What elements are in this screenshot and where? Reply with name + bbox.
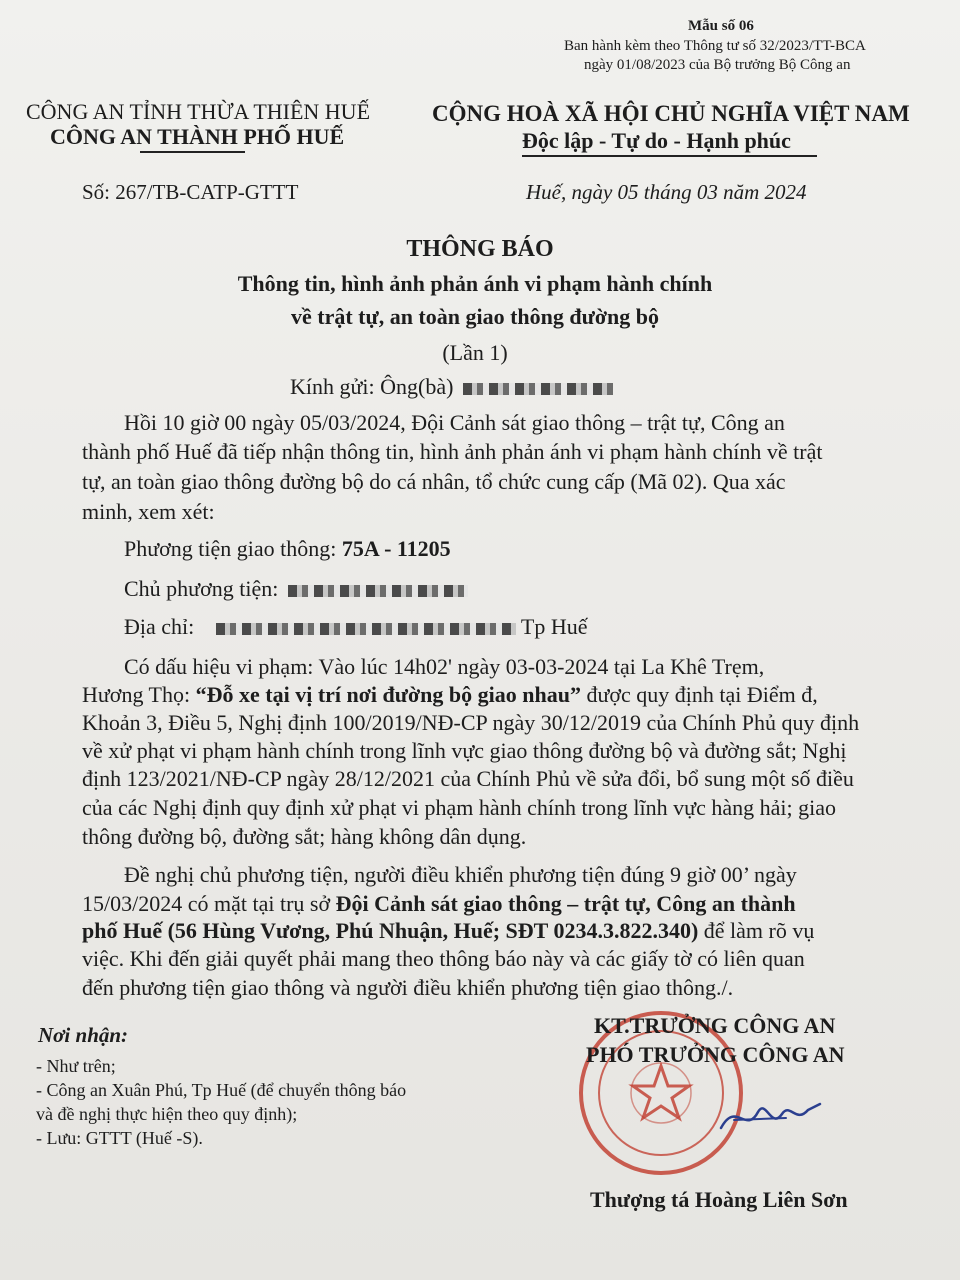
document-title: THÔNG BÁO xyxy=(406,236,554,262)
p3-office-address: phố Huế (56 Hùng Vương, Phú Nhuận, Huế; SĐT 0234.3.822.340) xyxy=(82,918,699,943)
recipient-item-4: - Lưu: GTTT (Huế -S). xyxy=(36,1128,203,1148)
p3-line-2 xyxy=(82,891,796,917)
p3-purpose: để làm rõ vụ xyxy=(698,918,815,943)
document-number: Số: 267/TB-CATP-GTTT xyxy=(82,180,299,204)
form-number: Mẫu số 06 xyxy=(688,18,754,34)
recipient-line xyxy=(290,374,613,400)
document-subtitle-2: về trật tự, an toàn giao thông đường bộ xyxy=(290,304,659,329)
p1-line-2: thành phố Huế đã tiếp nhận thông tin, hình ảnh phản ánh vi phạm hành chính về trật xyxy=(82,439,823,464)
redacted-address xyxy=(216,623,516,635)
redacted-owner-name xyxy=(288,585,468,597)
place-date: Huế, ngày 05 tháng 03 năm 2024 xyxy=(526,180,807,204)
recipient-item-3: và đề nghị thực hiện theo quy định); xyxy=(36,1104,298,1124)
document-subtitle-1: Thông tin, hình ảnh phản ánh vi phạm hành chính xyxy=(237,271,713,296)
p2-line-1: Có dấu hiệu vi phạm: Vào lúc 14h02' ngày 03-03-2024 tại La Khê Trẹm, xyxy=(124,654,765,679)
p3-line-5: đến phương tiện giao thông và người điều khiển phương tiện giao thông./. xyxy=(82,975,734,1000)
handwritten-signature xyxy=(716,1090,826,1140)
address-line xyxy=(124,614,587,640)
address-suffix: Tp Huế xyxy=(520,614,588,639)
recipients-heading: Nơi nhận: xyxy=(38,1023,129,1047)
recipient-item-2: - Công an Xuân Phú, Tp Huế (để chuyển thông báo xyxy=(36,1080,407,1100)
p2-line-7: thông đường bộ, đường sắt; hàng không dân dụng. xyxy=(82,824,527,849)
violation-name: “Đỗ xe tại vị trí nơi đường bộ giao nhau” xyxy=(195,682,581,707)
p1-line-4: minh, xem xét: xyxy=(82,499,215,524)
nation-motto: Độc lập - Tự do - Hạnh phúc xyxy=(522,128,791,153)
p2-regulation-start: được quy định tại Điểm đ, xyxy=(580,682,818,707)
form-reference-date: ngày 01/08/2023 của Bộ trưởng Bộ Công an xyxy=(584,57,851,73)
address-label: Địa chỉ: xyxy=(124,614,195,639)
vehicle-label: Phương tiện giao thông: xyxy=(124,536,342,561)
p2-line-6: của các Nghị định quy định xử phạt vi phạm hành chính trong lĩnh vực hàng hải; giao xyxy=(82,795,836,820)
notice-round: (Lần 1) xyxy=(442,340,508,365)
p2-line-2 xyxy=(82,682,818,708)
signer-name: Thượng tá Hoàng Liên Sơn xyxy=(590,1187,848,1212)
p3-line-3 xyxy=(82,918,814,944)
agency-parent: CÔNG AN TỈNH THỪA THIÊN HUẾ xyxy=(26,99,371,124)
recipient-prefix: Kính gửi: Ông(bà) xyxy=(290,374,454,399)
nation-title: CỘNG HOÀ XÃ HỘI CHỦ NGHĨA VIỆT NAM xyxy=(432,101,910,126)
p1-line-3: tự, an toàn giao thông đường bộ do cá nhân, tổ chức cung cấp (Mã 02). Qua xác xyxy=(82,469,786,494)
motto-underline xyxy=(522,155,817,157)
p3-line-4: việc. Khi đến giải quyết phải mang theo thông báo này và các giấy tờ có liên quan xyxy=(82,946,805,971)
owner-line xyxy=(124,576,468,602)
p2-line-5: định 123/2021/NĐ-CP ngày 28/12/2021 của Chính Phủ về sửa đổi, bổ sung một số điều xyxy=(82,766,854,791)
vehicle-plate: 75A - 11205 xyxy=(341,536,451,561)
p2-line-4: về xử phạt vi phạm hành chính trong lĩnh vực giao thông đường bộ và đường sắt; Nghị xyxy=(82,738,847,763)
p3-office: Đội Cảnh sát giao thông – trật tự, Công an thành xyxy=(335,891,796,916)
p3-date: 15/03/2024 có mặt tại trụ sở xyxy=(82,891,336,916)
p3-line-1: Đề nghị chủ phương tiện, người điều khiển phương tiện đúng 9 giờ 00’ ngày xyxy=(124,862,797,887)
p1-line-1: Hồi 10 giờ 00 ngày 05/03/2024, Đội Cảnh sát giao thông – trật tự, Công an xyxy=(124,410,785,435)
agency-name: CÔNG AN THÀNH PHỐ HUẾ xyxy=(50,124,345,149)
recipient-item-1: - Như trên; xyxy=(36,1056,116,1076)
p2-location: Hương Thọ: xyxy=(82,682,196,707)
signature-title-2: PHÓ TRƯỞNG CÔNG AN xyxy=(586,1042,845,1067)
signature-title-1: KT.TRƯỞNG CÔNG AN xyxy=(594,1013,836,1038)
redacted-recipient-name xyxy=(463,383,613,395)
form-reference-line: Ban hành kèm theo Thông tư số 32/2023/TT-BCA xyxy=(564,38,866,54)
p2-line-3: Khoản 3, Điều 5, Nghị định 100/2019/NĐ-CP ngày 30/12/2019 của Chính Phủ quy định xyxy=(82,710,860,735)
vehicle-line xyxy=(124,536,451,562)
owner-label: Chủ phương tiện: xyxy=(124,576,279,601)
agency-underline xyxy=(140,151,245,153)
